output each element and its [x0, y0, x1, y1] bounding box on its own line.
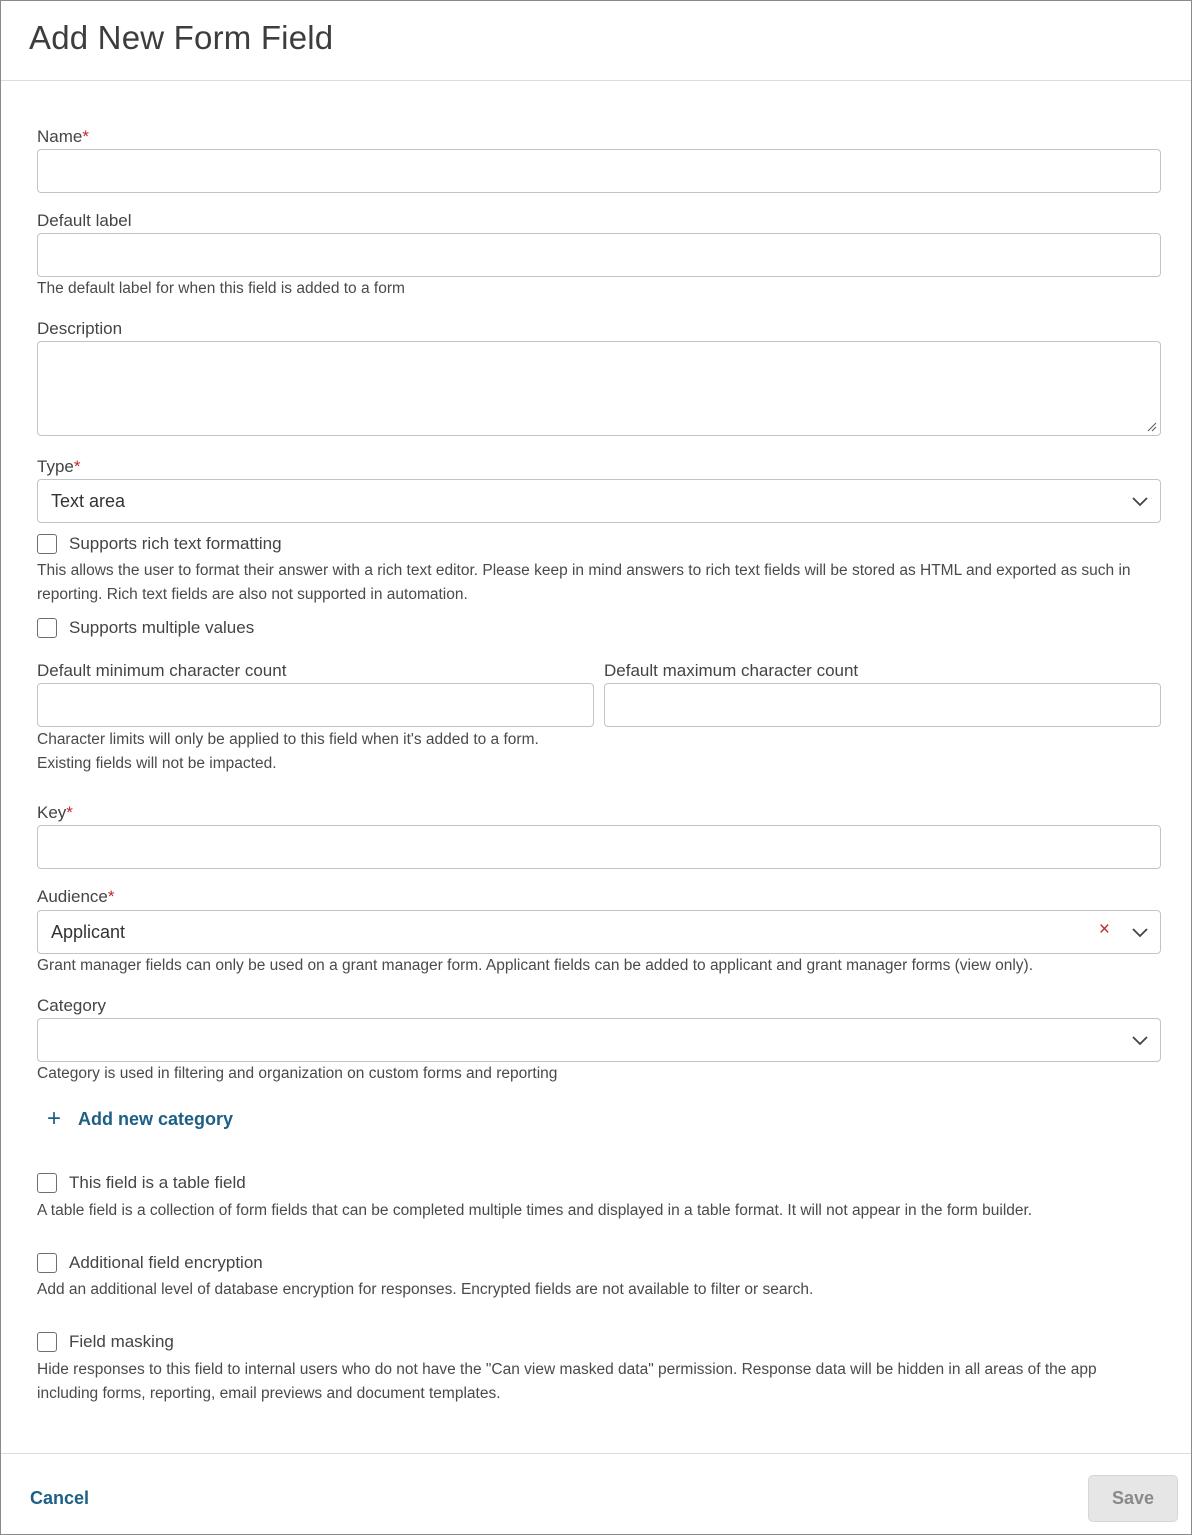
description-textarea[interactable]	[37, 341, 1161, 436]
type-selected-value: Text area	[51, 491, 126, 511]
masking-help-line: Hide responses to this field to internal users who do not have the "Can view masked data" permission. Response data will be hidden in all areas of the app	[37, 1361, 1097, 1378]
masking-checkbox[interactable]	[37, 1332, 57, 1352]
masking-help	[37, 1358, 1167, 1406]
masking-label: Field masking	[69, 1332, 174, 1351]
audience-selected-value: Applicant	[51, 922, 126, 942]
plus-icon: +	[47, 1105, 62, 1132]
type-label	[37, 457, 80, 477]
max-count-input[interactable]	[604, 683, 1161, 727]
dialog-footer	[1, 1453, 1191, 1535]
add-new-category-button[interactable]	[47, 1107, 247, 1133]
type-label-text: Type	[37, 457, 74, 476]
dialog-header	[1, 1, 1191, 81]
key-label-text: Key	[37, 803, 67, 822]
rich-text-checkbox[interactable]	[37, 534, 57, 554]
default-label-label: Default label	[37, 211, 132, 230]
char-limits-help-line: Existing fields will not be impacted.	[37, 755, 277, 772]
cancel-button[interactable]: Cancel	[30, 1488, 90, 1508]
rich-text-help	[37, 559, 1167, 607]
max-count-label: Default maximum character count	[604, 661, 859, 680]
save-button[interactable]: Save	[1088, 1475, 1178, 1522]
name-input[interactable]	[37, 149, 1161, 193]
table-field-label: This field is a table field	[69, 1173, 246, 1192]
name-label	[37, 127, 89, 147]
min-count-input[interactable]	[37, 683, 594, 727]
multiple-values-label: Supports multiple values	[69, 618, 255, 637]
required-asterisk: *	[107, 887, 115, 906]
chevron-down-icon[interactable]	[1132, 495, 1148, 507]
masking-help-line: including forms, reporting, email previews and document templates.	[37, 1385, 501, 1402]
table-field-help: A table field is a collection of form fields that can be completed multiple times and displayed in a table format. It will not appear in the form builder.	[37, 1202, 1033, 1219]
rich-text-help-line: reporting. Rich text fields are also not supported in automation.	[37, 586, 468, 603]
add-new-category-label: Add new category	[78, 1109, 234, 1129]
default-label-help: The default label for when this field is added to a form	[37, 280, 405, 297]
required-asterisk: *	[82, 127, 89, 146]
key-input[interactable]	[37, 825, 1161, 869]
category-select[interactable]	[37, 1018, 1161, 1062]
audience-help: Grant manager fields can only be used on a grant manager form. Applicant fields can be added to applicant and grant manager forms (view only).	[37, 957, 1034, 974]
type-select[interactable]	[37, 479, 1161, 523]
rich-text-option[interactable]	[37, 534, 437, 556]
dialog-title: Add New Form Field	[29, 19, 334, 56]
required-asterisk: *	[66, 803, 73, 822]
encryption-label: Additional field encryption	[69, 1253, 263, 1272]
audience-label-text: Audience	[37, 887, 108, 906]
chevron-down-icon[interactable]	[1132, 1034, 1148, 1046]
description-label: Description	[37, 319, 123, 338]
name-label-text: Name	[37, 127, 83, 146]
default-label-input[interactable]	[37, 233, 1161, 277]
rich-text-help-line: This allows the user to format their answer with a rich text editor. Please keep in mind answers to rich text fields will be stored as HTML and exported as such in	[37, 562, 1131, 579]
multiple-values-option[interactable]	[37, 618, 437, 640]
key-label	[37, 803, 73, 823]
masking-option[interactable]	[37, 1332, 437, 1354]
table-field-checkbox[interactable]	[37, 1173, 57, 1193]
min-count-label: Default minimum character count	[37, 661, 287, 680]
char-limits-help	[37, 728, 539, 776]
category-help: Category is used in filtering and organization on custom forms and reporting	[37, 1065, 558, 1082]
rich-text-label: Supports rich text formatting	[69, 534, 282, 553]
encryption-checkbox[interactable]	[37, 1253, 57, 1273]
encryption-help: Add an additional level of database encryption for responses. Encrypted fields are not available to filter or search.	[37, 1281, 814, 1298]
chevron-down-icon[interactable]	[1132, 926, 1148, 938]
close-icon[interactable]: ×	[1098, 919, 1110, 940]
encryption-option[interactable]	[37, 1253, 437, 1275]
required-asterisk: *	[73, 457, 81, 476]
category-label: Category	[37, 996, 106, 1015]
char-limits-help-line: Character limits will only be applied to this field when it's added to a form.	[37, 731, 539, 748]
audience-label	[37, 887, 115, 907]
resize-handle-icon[interactable]	[1147, 422, 1157, 432]
audience-select[interactable]	[37, 910, 1161, 954]
table-field-option[interactable]	[37, 1173, 437, 1195]
multiple-values-checkbox[interactable]	[37, 618, 57, 638]
